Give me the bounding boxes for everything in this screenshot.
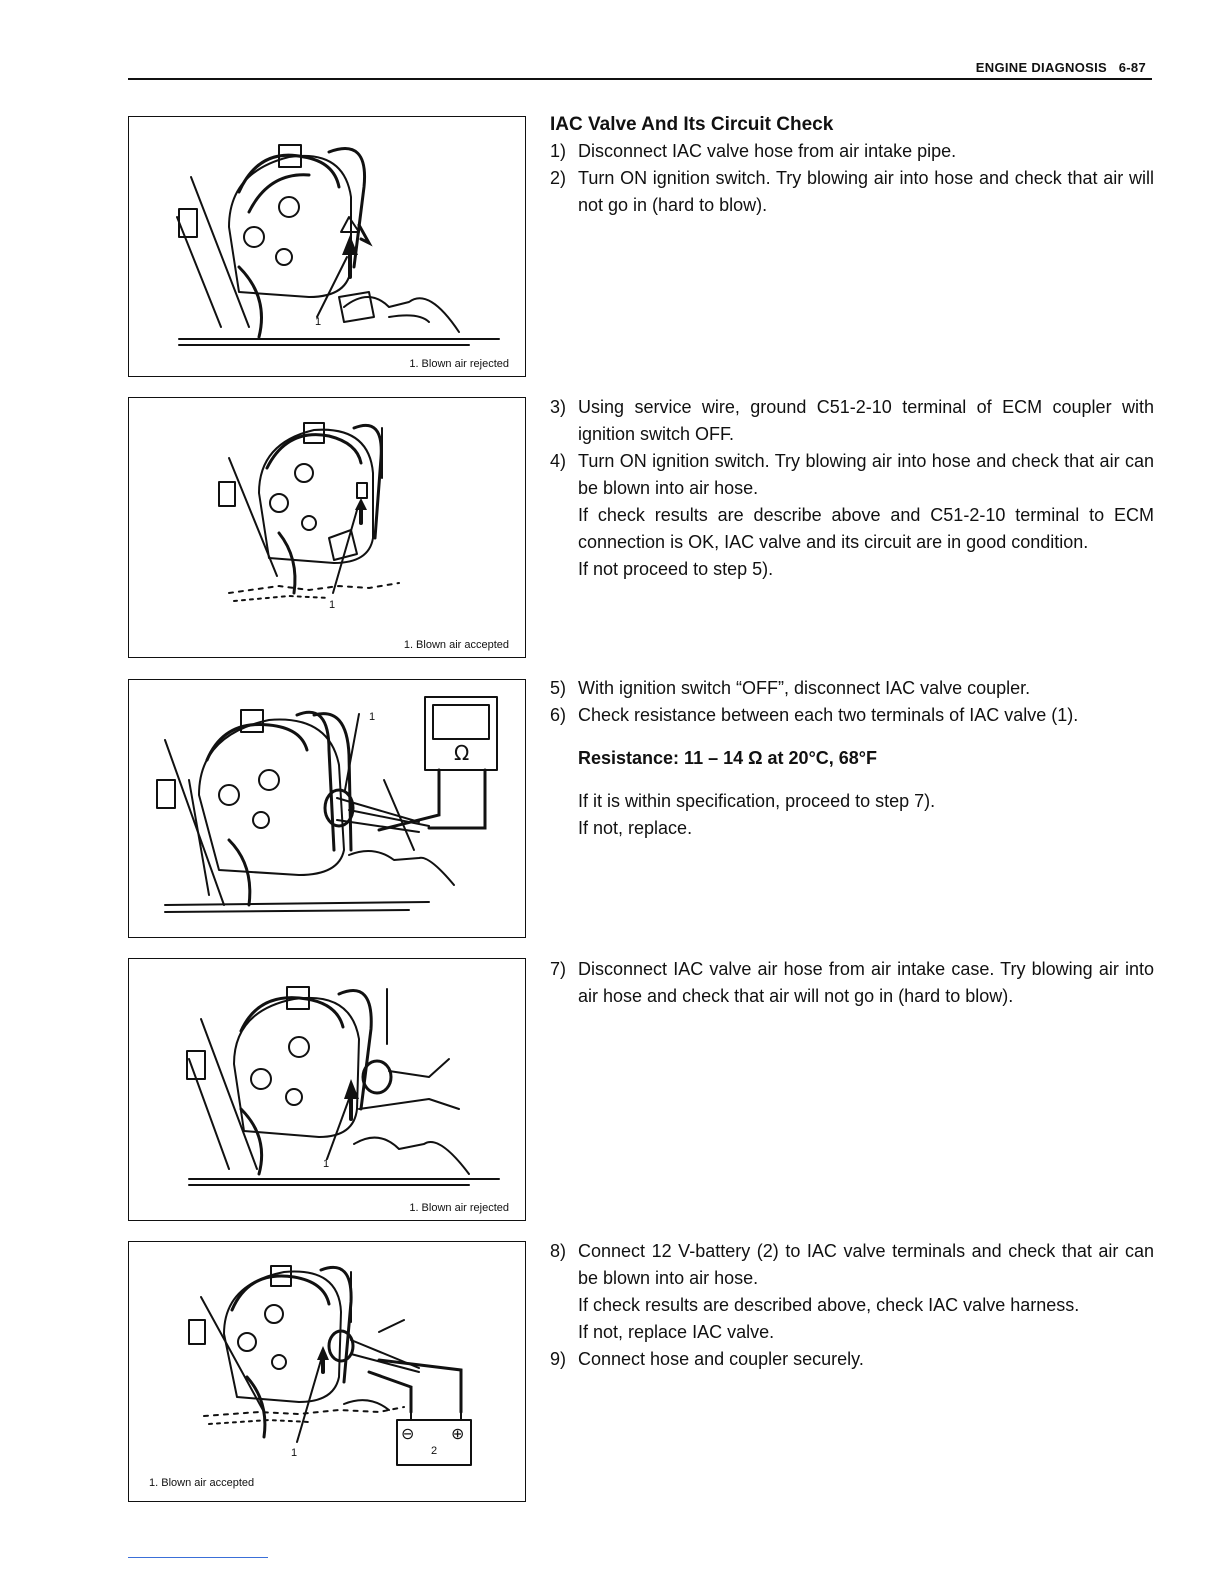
step-8-note: If check results are described above, check IAC valve harness. bbox=[578, 1295, 1080, 1315]
engine-illustration bbox=[129, 398, 525, 657]
figure-blown-air-rejected-2 bbox=[128, 958, 526, 1221]
step-8-note: If not, replace IAC valve. bbox=[578, 1322, 775, 1342]
figure-caption: 1. Blown air accepted bbox=[403, 639, 509, 651]
text-block-1 bbox=[550, 111, 1154, 219]
step-2: 2) Turn ON ignition switch. Try blowing air into hose and check that air will not go in (hard to blow). bbox=[550, 168, 1154, 215]
footer-divider bbox=[128, 1557, 268, 1558]
step-1: 1) Disconnect IAC valve hose from air intake pipe. bbox=[550, 141, 957, 161]
engine-illustration bbox=[129, 117, 525, 376]
figure-caption: 1. Blown air accepted bbox=[149, 1477, 255, 1489]
section-title: IAC Valve And Its Circuit Check bbox=[550, 114, 834, 135]
svg-text:1: 1 bbox=[291, 1447, 298, 1459]
svg-text:2: 2 bbox=[431, 1445, 438, 1457]
step-3: 3) Using service wire, ground C51-2-10 terminal of ECM coupler with ignition switch OFF. bbox=[550, 397, 1154, 444]
engine-illustration bbox=[129, 1242, 525, 1501]
step-6: 6) Check resistance between each two terminals of IAC valve (1). bbox=[550, 705, 1079, 725]
text-block-5 bbox=[550, 1238, 1154, 1373]
text-block-2 bbox=[550, 394, 1154, 583]
engine-illustration bbox=[129, 680, 525, 937]
ohm-symbol: Ω bbox=[454, 741, 470, 765]
svg-text:1: 1 bbox=[369, 711, 376, 723]
step-4: 4) Turn ON ignition switch. Try blowing air into hose and check that air can be blown into air hose. bbox=[550, 451, 1154, 498]
figure-blown-air-rejected-1 bbox=[128, 116, 526, 377]
text-block-4 bbox=[550, 956, 1154, 1010]
step-6-note: If it is within specification, proceed to step 7). bbox=[578, 791, 936, 811]
battery-positive-symbol: ⊕ bbox=[451, 1424, 465, 1443]
text-block-3 bbox=[550, 675, 1154, 842]
step-4-note: If check results are describe above and C51-2-10 terminal to ECM connection is OK, IAC valve and its circuit are in good condition. bbox=[578, 505, 1154, 552]
header-text: ENGINE DIAGNOSIS 6-87 bbox=[975, 60, 1146, 75]
step-7: 7) Disconnect IAC valve air hose from air intake case. Try blowing air into air hose and check that air will not go in (hard to blow). bbox=[550, 959, 1154, 1006]
figure-caption: 1. Blown air rejected bbox=[409, 1202, 509, 1214]
figure-resistance-check bbox=[128, 679, 526, 938]
figure-blown-air-accepted-1 bbox=[128, 397, 526, 658]
figure-battery-check bbox=[128, 1241, 526, 1502]
step-6-note: If not, replace. bbox=[578, 818, 693, 838]
svg-text:1: 1 bbox=[315, 316, 322, 328]
step-8: 8) Connect 12 V-battery (2) to IAC valve terminals and check that air can be blown into air hose. bbox=[550, 1241, 1154, 1288]
page-header bbox=[128, 60, 1152, 80]
step-4-note: If not proceed to step 5). bbox=[578, 559, 774, 579]
svg-text:1: 1 bbox=[329, 599, 336, 611]
step-5: 5) With ignition switch “OFF”, disconnect IAC valve coupler. bbox=[550, 678, 1031, 698]
step-9: 9) Connect hose and coupler securely. bbox=[550, 1349, 864, 1369]
engine-illustration bbox=[129, 959, 525, 1220]
resistance-spec: Resistance: 11 – 14 Ω at 20°C, 68°F bbox=[578, 748, 877, 768]
battery-negative-symbol: ⊖ bbox=[401, 1424, 415, 1443]
svg-text:1: 1 bbox=[323, 1158, 330, 1170]
figure-caption: 1. Blown air rejected bbox=[409, 358, 509, 370]
